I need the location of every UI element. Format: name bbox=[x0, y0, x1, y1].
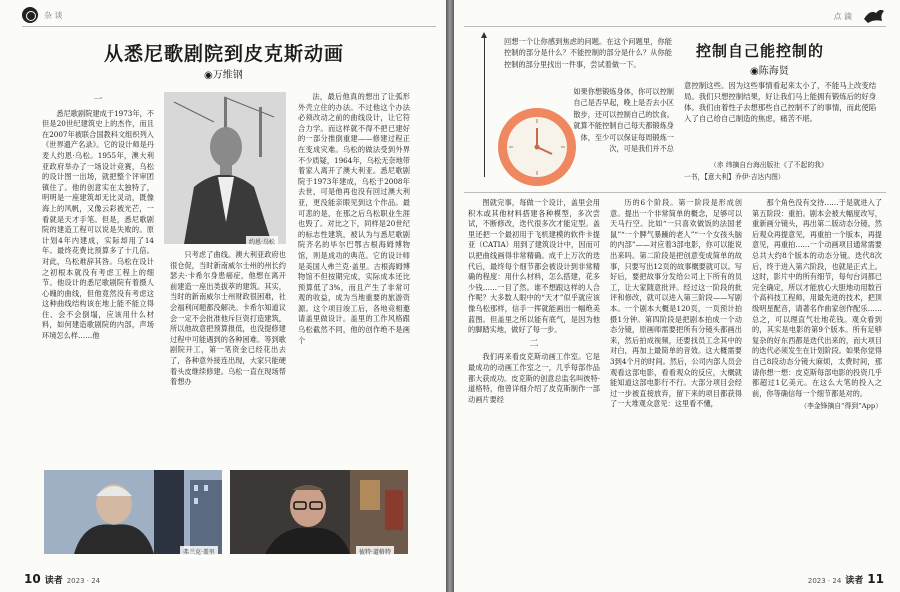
photo-docter bbox=[230, 470, 408, 554]
right-colB-text: 历的6个阶段。第一阶段是形成创意。提出一个非常简单的概念，足够可以天马行空。比如“一只喜欢做饭的法国老鼠”“一个脾气暴躁的老人”“一个女孩头脑的内部”——对应着3部电影，你可以能说出来吗。第二阶段是把创意变成简单的故事，只要写出12页的故事概要就可以。写好后，要把故事分发给公司上下所有的员工，让大家随意批评。经过这一阶段的批评和修改，就可以进入第三阶段——写剧本。一个剧本大概是120页，一页预计拍摄1分钟。第四阶段是把剧本拍成一个动态分镜，原画师需要把所有分镜头都画出来，然后拍成视频，还要找员工念其中的对白，再加上最简单的音效。这大概需要3到4个月的时间。然后，公司内部人员会观看这部电影，看看观众的反应，大概就能知道这部电影行不行。大部分项目会经过一步被直接放弃，留下来的项目都获得了一大堆观众意见：这里看不懂， bbox=[610, 198, 742, 409]
intro-text: 回想一个让你感到焦虑的问题。在这个问题里，你能控制的部分是什么？不能控制的部分是什么？从你能控制的部分里找出一件事，尝试着做一下。 bbox=[504, 37, 672, 69]
right-colA2-text: 我们再来看皮克斯动画工作室。它是最成功的动画工作室之一，几乎每部作品都大获成功。皮克斯的创意总监名叫彼特·道格特，他曾详细介绍了皮克斯制作一部动画片要经 bbox=[468, 352, 600, 404]
photo-caption-gehry: 弗兰克·盖里 bbox=[180, 546, 218, 557]
left-page-number: 10 bbox=[24, 572, 41, 586]
right-header bbox=[833, 7, 886, 25]
left-page-footer bbox=[24, 572, 100, 586]
right-article-author: ◉陈海贤 bbox=[750, 66, 789, 77]
right-page bbox=[454, 0, 900, 592]
left-page bbox=[0, 0, 446, 592]
source-line-1: （赤 纬摘自台海出版社《了不起的我》 bbox=[710, 161, 828, 169]
bird-emblem-icon bbox=[862, 7, 886, 25]
quote-text: 如果你想锻炼身体，你可以控制自己是否早起，晚上是否去小区散步，还可以控制自己的饮食。就算不能控制自己每天都锻炼身体，至少可以保证每周锻炼一次，可是我们并不总 bbox=[573, 87, 674, 154]
clock-icon bbox=[496, 106, 578, 188]
right-colC-source: （李金锋摘自“得到”App） bbox=[800, 402, 882, 411]
left-col1-text: 悉尼歌剧院建成于1973年，不但是20世纪建筑史上的杰作，而且在2007年被联合国教科文组织列入《世界遗产名录》。它的设计师是丹麦人约恩·乌松。1955年，澳大利亚政府举办了一场设计竞赛，乌松的设计图一出场，就把整个评审团镇住了。他的创意实在太独特了，明明是一座建筑却无比灵动，既像海上的风帆，又像云彩被光芒，一看就是天才手笔。但是，悉尼歌剧院的建造工程可以说是失败的。原计划4年内建成，实际却用了14年。最终花费比预算多了十几倍。对此，乌松难辞其咎。乌松在设计之初根本就没有考虑工程上的细节。他设计的悉尼歌剧院有着摄人心魄的曲线，但他竟然没有考虑这这种曲线结构该在地上能不能立得住、会不会倒塌，应该用什么材料，如何建造歌剧院的内部，声场环境怎么样……他 bbox=[42, 108, 154, 341]
right-note-text: 意控制这些。因为这些事情看起来太小了，不能马上改变结局。我们只想控制结果，好让我们马上能拥有锻炼后的好身体。我们由着性子去想那些自己控制不了的事情，而此使陷入了自己给自己制造的焦虑，痛苦不堪。 bbox=[684, 81, 877, 123]
right-issue: 2023 · 24 bbox=[807, 577, 842, 585]
right-colA-text: 图就完事，每做一个设计，盖里会用积木或其他材料搭建各种模型，多次尝试，不断修改，迭代很多次才能定型。盖里还把一个最初用于飞机建模的软件卡提亚（CATIA）用到了建筑设计中，因而可以把曲线画得非常精确。成千上万次的迭代后，最终每个细节都会被设计到非常精确的程度：用什么材料，怎么搭建，花多少钱……一目了然。谁不想跟这样的人合作呢？大多数人眼中的“天才”似乎就应该像乌松那样，信手一挥就能画出一幅绝美蓝图。但盖里之所以能有底气，是因为他的脚踏实地，做好了每一步。 bbox=[468, 198, 600, 335]
right-column-B bbox=[610, 198, 742, 568]
photo-gehry bbox=[44, 470, 222, 554]
magazine-emblem-icon bbox=[22, 7, 38, 23]
right-column-A bbox=[468, 198, 600, 568]
source-line-2: 一书，【意大利】乔伊·吉达内图） bbox=[684, 173, 785, 181]
header-rule bbox=[22, 26, 436, 27]
right-article-title: 控制自己能控制的 bbox=[696, 42, 825, 60]
right-page-footer bbox=[808, 572, 884, 586]
utzon-portrait-image bbox=[164, 92, 286, 244]
left-column-1 bbox=[42, 92, 154, 470]
divider-rule bbox=[464, 192, 886, 193]
section-numeral-2: 二 bbox=[529, 338, 539, 349]
header-rule-right bbox=[464, 26, 886, 27]
right-page-number: 11 bbox=[867, 572, 884, 586]
right-magazine-logo: 读者 bbox=[845, 576, 864, 586]
left-issue: 2023 · 24 bbox=[66, 577, 101, 585]
docter-portrait-image bbox=[230, 470, 408, 554]
quote-bracket bbox=[484, 35, 485, 177]
photo-caption-docter: 彼特·道格特 bbox=[356, 546, 394, 557]
photo-utzon bbox=[164, 92, 286, 244]
left-col3-text: 法，最后他真的想出了让弧形外壳立住的办法。不过他这个办法必须改动之前的曲线设计，让它符合力学。而这样就不得不把已建好的一部分推倒重建——修建过程正在变成灾难。乌松的做法受到外界不少质疑，1964年，乌松无奈地带着家人离开了澳大利亚。悉尼歌剧院于1973年建成，乌松于2008年去世，可是他再也没有回过澳大利亚，更没能亲眼见到这个作品。最可悲的是，在那之后乌松职业生涯也毁了。对比之下，同样是20世纪的标志性建筑，被认为与悉尼歌剧院齐名的毕尔巴鄂古根海姆博物馆，则是成功的典范。它的设计师是美国人弗兰克·盖里。古根海姆博物馆不但按期完成，实际成本还比预算低了3%，而且产生了非常可观的收益，成为当地重要的旅游资源。这个项目竣工后，各地竞相邀请盖里做设计。盖里的工作风格跟乌松截然不同，他的创作绝不是画个 bbox=[298, 92, 410, 345]
book-spine bbox=[446, 0, 454, 592]
left-col2-text: 只考虑了曲线。澳大利亚政府也很仓促，当时新南威尔士州的州长约瑟夫·卡希尔身患癌症，他想在离开前建造一座出类拔萃的建筑。其实，当时的新南威尔士州财政很困难，社会福利问题都没解决。卡希尔知道议会一定不会批准他斥巨资打造建筑，所以他故意把预算报低，也没提修建过程中可能遇到的各种困难。等到歌剧院开工，第一笔资金已经花出去了，各种意外接连出现，大家只能硬着头皮继续修建。乌松一直在现场帮着想办 bbox=[170, 250, 286, 387]
gehry-portrait-image bbox=[44, 470, 222, 554]
left-section-label: 杂 谈 bbox=[44, 10, 63, 20]
left-header bbox=[22, 7, 63, 23]
left-article-title: 从悉尼歌剧院到皮克斯动画 bbox=[104, 43, 345, 65]
right-column-C bbox=[752, 198, 882, 558]
left-article-author: ◉万维钢 bbox=[204, 70, 243, 81]
section-numeral: 一 bbox=[93, 95, 103, 105]
right-section-label: 点 滴 bbox=[833, 11, 852, 21]
left-column-3 bbox=[298, 92, 410, 470]
right-colC-text: 那个角色没有交待……于是就进入了第五阶段：重拍。剧本会被大幅度改写，重新画分镜头，再出第二版动态分镜。然后观众再提意见，再重拍一个版本，再提意见，再重拍……一个动画项目通常需要总共大约8个版本的动态分镜。迭代8次后，终于进入第六阶段，也就是正式上。这时，影片中的所有细节，每句台词都已完全确定，所以才能放心大胆地动用数百个高科技工程师，用最先进的技术，把顶级明星配音，请著名作曲家创作配乐……总之，可以理直气壮地花钱。观众看到的，其实是电影的第9个版本。所有足够复杂的好东西都是迭代出来的，而大项目的迭代必须发生在计划阶段。如果你觉得自己8段动态分镜大麻烦，太费时间，那请你想一想：皮克斯每部电影的投资几乎都超过1亿美元。在这么大笔的投入之前，你等确信每一个细节都是对的。 bbox=[752, 198, 882, 398]
left-column-2 bbox=[170, 250, 286, 470]
left-magazine-logo: 读者 bbox=[44, 576, 63, 586]
photo-caption-utzon: 约恩·乌松 bbox=[246, 236, 278, 247]
